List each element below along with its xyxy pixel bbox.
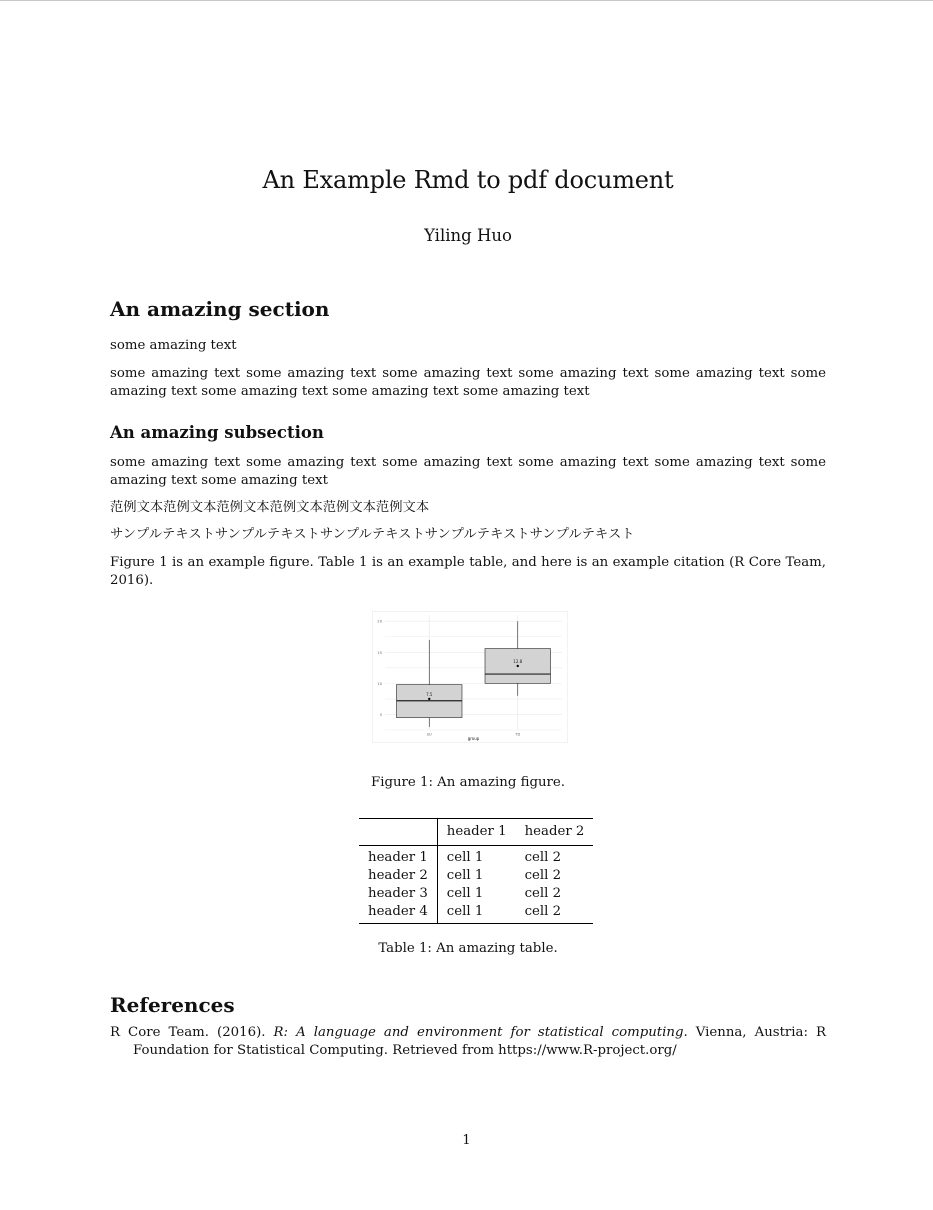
table-row-header: header 1 xyxy=(359,846,437,868)
x-tick-label: SU xyxy=(426,732,432,737)
paragraph-1: some amazing text xyxy=(110,338,237,353)
table-caption: Table 1: An amazing table. xyxy=(378,941,558,956)
reference-title: R: A language and environment for statistical computing. xyxy=(273,1025,688,1040)
boxplot-figure xyxy=(372,611,568,743)
paragraph-3: some amazing text some amazing text some amazing text some amazing text some amazing text some amazing text some amazing text xyxy=(110,455,826,488)
table-header-cell: header 2 xyxy=(516,819,594,846)
section-heading: An amazing section xyxy=(110,297,330,321)
mean-point xyxy=(517,665,519,667)
y-tick-label: 10 xyxy=(377,681,382,686)
y-tick-label: 15 xyxy=(377,650,382,655)
references-heading: References xyxy=(110,993,235,1017)
document-title: An Example Rmd to pdf document xyxy=(262,166,674,194)
reference-publisher: Vienna, Austria: R Foundation for Statistical Computing. Retrieved from https://www.R-project.org/ xyxy=(133,1025,827,1058)
table-cell: cell 2 xyxy=(516,903,594,924)
table-cell: cell 2 xyxy=(524,886,562,901)
table-row xyxy=(359,885,593,903)
page-top-border xyxy=(0,0,933,1)
table-row-header: header 4 xyxy=(359,903,437,924)
y-tick-label: 5 xyxy=(379,712,382,717)
x-axis-label: group xyxy=(467,736,480,741)
example-table xyxy=(359,818,593,924)
document-author: Yiling Huo xyxy=(424,226,512,245)
paragraph-2: some amazing text some amazing text some amazing text some amazing text some amazing text some amazing text some amazing text some amazing text some amazing text xyxy=(110,366,826,399)
table-cell: cell 2 xyxy=(516,846,594,868)
mean-label: 7.5 xyxy=(426,691,433,697)
mean-point xyxy=(428,698,430,700)
table-row-header: header 3 xyxy=(359,885,437,903)
paragraph-references-intro: Figure 1 is an example figure. Table 1 is an example table, and here is an example citation (R Core Team, 2016). xyxy=(110,555,826,588)
reference-authors: R Core Team. (2016). xyxy=(110,1025,266,1040)
figure-caption: Figure 1: An amazing figure. xyxy=(371,775,565,790)
table-cell: cell 1 xyxy=(446,886,484,901)
paragraph-chinese: 范例文本范例文本范例文本范例文本范例文本范例文本 xyxy=(110,500,430,515)
y-tick-label: 20 xyxy=(377,619,382,624)
table-cell: cell 1 xyxy=(437,846,515,868)
subsection-heading: An amazing subsection xyxy=(110,423,324,442)
paragraph-japanese: サンプルテキストサンプルテキストサンプルテキストサンプルテキストサンプルテキスト xyxy=(110,527,635,542)
x-tick-label: TD xyxy=(515,732,521,737)
table-cell: cell 1 xyxy=(437,903,515,924)
table-header-row xyxy=(359,819,593,846)
table-header-cell: header 1 xyxy=(437,819,515,846)
table-row xyxy=(359,903,593,924)
table-cell: cell 1 xyxy=(446,868,484,883)
reference-entry xyxy=(110,1024,826,1060)
table-cell: cell 2 xyxy=(524,868,562,883)
table-row-header: header 2 xyxy=(359,867,437,885)
mean-label: 12.8 xyxy=(513,658,523,664)
page-number: 1 xyxy=(462,1133,471,1148)
table-header-cell xyxy=(359,819,437,846)
table-row xyxy=(359,867,593,885)
table-row xyxy=(359,846,593,868)
